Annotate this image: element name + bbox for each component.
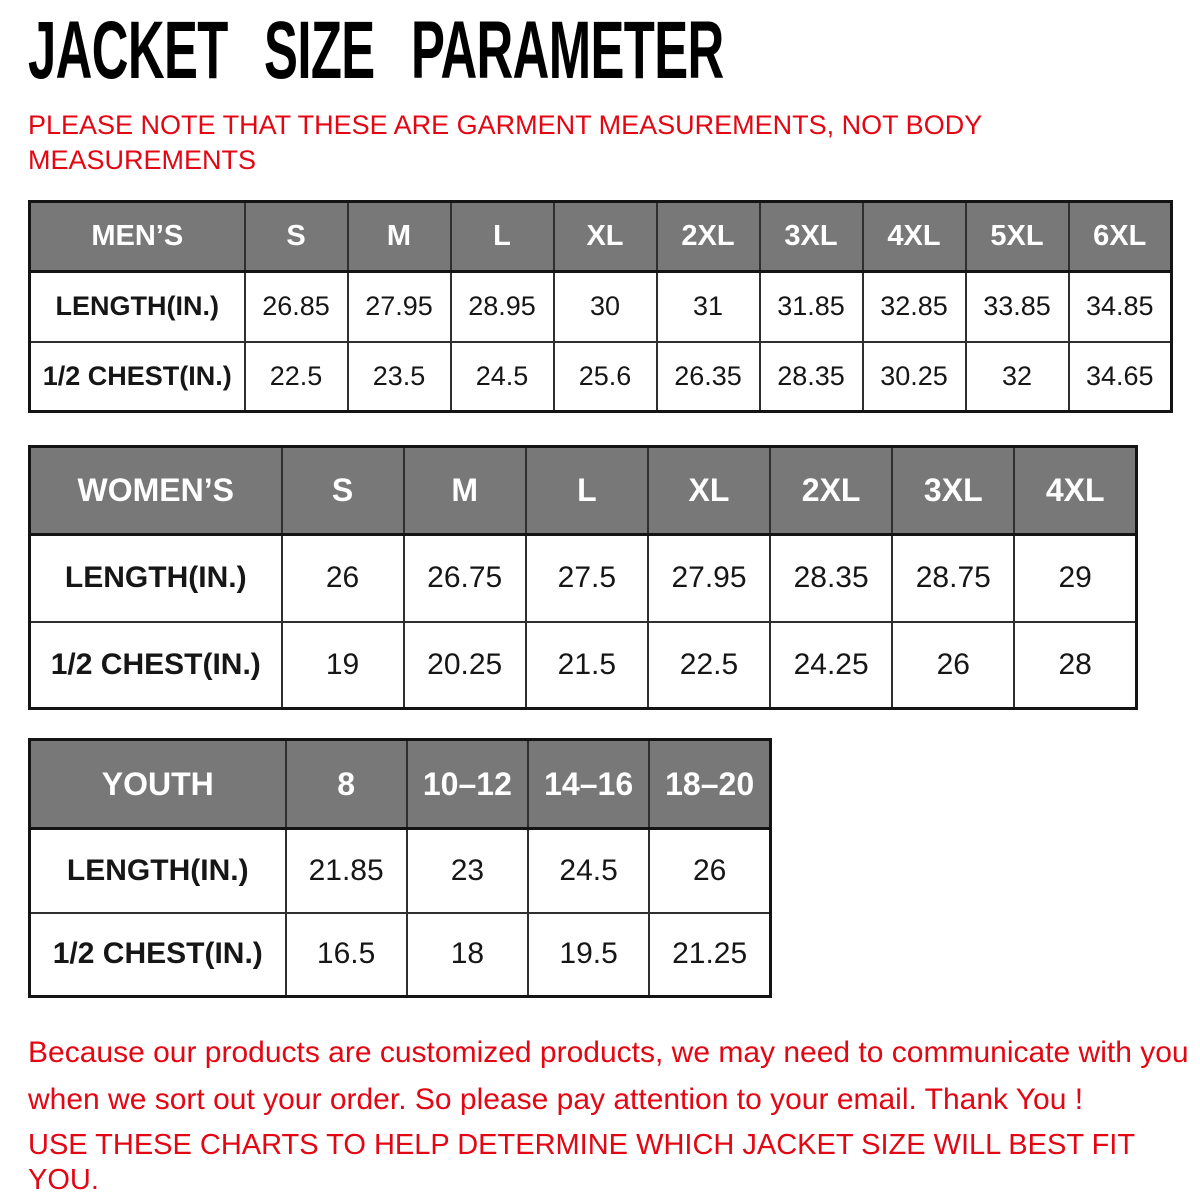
mens-value-cell: 32.85	[863, 272, 966, 342]
mens-value-cell: 27.95	[348, 272, 451, 342]
note-line-1: PLEASE NOTE THAT THESE ARE GARMENT MEASUREMENTS, NOT BODY	[28, 110, 983, 140]
mens-value-cell: 23.5	[348, 342, 451, 412]
mens-measurement-row	[30, 272, 1172, 342]
mens-header-row	[30, 202, 1172, 272]
youth-header-row	[30, 740, 771, 829]
youth-measurement-row	[30, 829, 771, 913]
womens-value-cell: 27.5	[526, 535, 648, 622]
youth-size-table	[28, 738, 772, 998]
womens-size-column-header: L	[526, 447, 648, 535]
womens-size-column-header: S	[282, 447, 404, 535]
womens-value-cell: 29	[1014, 535, 1136, 622]
youth-value-cell: 18	[407, 913, 528, 997]
womens-group-label: WOMEN’S	[30, 447, 282, 535]
womens-measurement-row	[30, 622, 1137, 709]
womens-size-column-header: XL	[648, 447, 770, 535]
mens-value-cell: 26.85	[245, 272, 348, 342]
mens-size-table	[28, 200, 1173, 413]
mens-value-cell: 25.6	[554, 342, 657, 412]
customization-notice-line-2: when we sort out your order. So please pay attention to your email. Thank You !	[28, 1082, 1084, 1116]
youth-size-column-header: 8	[286, 740, 407, 829]
youth-size-column-header: 14–16	[528, 740, 649, 829]
mens-value-cell: 30.25	[863, 342, 966, 412]
garment-measurements-note	[28, 108, 982, 178]
youth-value-cell: 23	[407, 829, 528, 913]
womens-size-column-header: 3XL	[892, 447, 1014, 535]
womens-size-column-header: 2XL	[770, 447, 892, 535]
womens-value-cell: 28	[1014, 622, 1136, 709]
mens-size-column-header: 4XL	[863, 202, 966, 272]
womens-value-cell: 26	[892, 622, 1014, 709]
youth-row-label: 1/2 CHEST(IN.)	[30, 913, 286, 997]
mens-value-cell: 24.5	[451, 342, 554, 412]
mens-row-label: LENGTH(IN.)	[30, 272, 245, 342]
mens-measurement-row	[30, 342, 1172, 412]
womens-value-cell: 27.95	[648, 535, 770, 622]
womens-size-table	[28, 445, 1138, 710]
womens-value-cell: 28.35	[770, 535, 892, 622]
mens-value-cell: 28.35	[760, 342, 863, 412]
mens-value-cell: 33.85	[966, 272, 1069, 342]
youth-group-label: YOUTH	[30, 740, 286, 829]
chart-usage-hint: USE THESE CHARTS TO HELP DETERMINE WHICH JACKET SIZE WILL BEST FIT YOU.	[28, 1129, 1135, 1196]
note-line-2: MEASUREMENTS	[28, 145, 257, 176]
youth-measurement-row	[30, 913, 771, 997]
womens-value-cell: 20.25	[404, 622, 526, 709]
womens-row-label: LENGTH(IN.)	[30, 535, 282, 622]
mens-value-cell: 30	[554, 272, 657, 342]
youth-value-cell: 16.5	[286, 913, 407, 997]
womens-value-cell: 21.5	[526, 622, 648, 709]
youth-value-cell: 21.25	[649, 913, 770, 997]
mens-group-label: MEN’S	[30, 202, 245, 272]
womens-row-label: 1/2 CHEST(IN.)	[30, 622, 282, 709]
mens-value-cell: 34.65	[1069, 342, 1172, 412]
youth-value-cell: 21.85	[286, 829, 407, 913]
mens-row-label: 1/2 CHEST(IN.)	[30, 342, 245, 412]
mens-size-column-header: S	[245, 202, 348, 272]
customization-notice	[28, 1030, 1193, 1123]
mens-size-column-header: XL	[554, 202, 657, 272]
mens-size-column-header: 5XL	[966, 202, 1069, 272]
mens-value-cell: 22.5	[245, 342, 348, 412]
youth-size-column-header: 10–12	[407, 740, 528, 829]
mens-value-cell: 26.35	[657, 342, 760, 412]
mens-size-column-header: 3XL	[760, 202, 863, 272]
womens-size-column-header: M	[404, 447, 526, 535]
page-title: JACKET SIZE PARAMETER	[28, 5, 724, 96]
womens-value-cell: 19	[282, 622, 404, 709]
youth-value-cell: 24.5	[528, 829, 649, 913]
womens-value-cell: 26	[282, 535, 404, 622]
womens-header-row	[30, 447, 1137, 535]
mens-value-cell: 28.95	[451, 272, 554, 342]
youth-value-cell: 26	[649, 829, 770, 913]
womens-value-cell: 26.75	[404, 535, 526, 622]
womens-measurement-row	[30, 535, 1137, 622]
womens-value-cell: 22.5	[648, 622, 770, 709]
womens-value-cell: 28.75	[892, 535, 1014, 622]
mens-value-cell: 32	[966, 342, 1069, 412]
womens-value-cell: 24.25	[770, 622, 892, 709]
mens-value-cell: 31	[657, 272, 760, 342]
mens-size-column-header: M	[348, 202, 451, 272]
youth-value-cell: 19.5	[528, 913, 649, 997]
youth-row-label: LENGTH(IN.)	[30, 829, 286, 913]
mens-size-column-header: 2XL	[657, 202, 760, 272]
customization-notice-line-1: Because our products are customized products, we may need to communicate with you	[28, 1036, 1189, 1069]
mens-size-column-header: L	[451, 202, 554, 272]
womens-size-column-header: 4XL	[1014, 447, 1136, 535]
youth-size-column-header: 18–20	[649, 740, 770, 829]
mens-size-column-header: 6XL	[1069, 202, 1172, 272]
mens-value-cell: 31.85	[760, 272, 863, 342]
mens-value-cell: 34.85	[1069, 272, 1172, 342]
